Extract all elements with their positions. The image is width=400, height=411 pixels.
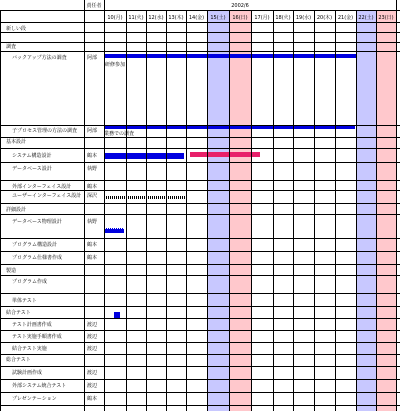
assignee-cell: 阿部 [87, 55, 98, 61]
day-header: 17(月) [254, 15, 270, 21]
task-label: バックアップ方法の調査 [12, 55, 67, 61]
section-label: 詳細設計 [6, 207, 27, 213]
assignee-cell: 阿部 [87, 128, 98, 134]
assignee-cell: 渡辺 [87, 383, 98, 389]
grid-line [0, 214, 400, 215]
day-header: 16(日) [232, 15, 248, 21]
grid-line [166, 10, 167, 411]
task-label: プログラム構造設計 [12, 242, 57, 248]
grid-line [0, 238, 400, 239]
day-header: 19(水) [295, 15, 312, 21]
assignee-header: 責任者 [86, 3, 102, 9]
section-label: 基本設計 [6, 139, 27, 145]
grid-line [335, 10, 336, 411]
weekend-sat-column [207, 10, 229, 411]
grid-line [146, 10, 147, 411]
grid-line [0, 366, 400, 367]
grid-line [251, 10, 252, 411]
assignee-cell: 渡辺 [87, 370, 98, 376]
grid-line [0, 342, 400, 343]
weekend-sat-column-2 [356, 10, 376, 411]
section-label: 製造 [6, 268, 17, 274]
grid-line [0, 125, 400, 126]
task-label: システム構造設計 [12, 153, 52, 159]
grid-line [0, 405, 400, 406]
task-label: 単体テスト [12, 298, 37, 304]
grid-line [314, 10, 315, 411]
section-label: 調査 [6, 44, 17, 50]
assignee-cell: 渡辺 [87, 334, 98, 340]
grid-line [0, 293, 400, 294]
grid-line [0, 251, 400, 252]
grid-line [0, 137, 400, 138]
day-header: 15(土) [210, 15, 226, 21]
grid-line [376, 10, 377, 411]
day-header: 11(火) [128, 15, 144, 21]
day-header: 10(月) [107, 15, 123, 21]
grid-line [356, 10, 357, 411]
day-header: 21(金) [337, 15, 354, 21]
grid-line [0, 42, 400, 43]
day-header: 14(金) [188, 15, 205, 21]
grid-line [0, 32, 400, 33]
grid-line [207, 10, 208, 411]
task-label: プログラム作成 [12, 279, 47, 285]
grid-line [0, 392, 400, 393]
task-bar-ui[interactable] [104, 196, 186, 199]
assignee-cell: 執野 [87, 166, 98, 172]
grid-line [273, 10, 274, 411]
month-header: 2002/6 [231, 3, 249, 9]
bar-note: 研修参加 [105, 62, 126, 68]
grid-line [126, 10, 127, 411]
task-label: データベース設計 [12, 166, 52, 172]
assignee-cell: 深沢 [87, 193, 98, 199]
grid-line [186, 10, 187, 411]
assignee-cell: 鶴本 [87, 396, 98, 402]
task-bar-structure-2[interactable] [190, 152, 260, 157]
section-label: 総合テスト [6, 357, 31, 363]
grid-line [0, 318, 400, 319]
day-header: 22(土) [358, 15, 374, 21]
grid-line [229, 10, 230, 411]
task-label: 結合テスト実施 [12, 346, 47, 352]
weekend-sun-column [229, 10, 251, 411]
grid-line [0, 203, 400, 204]
grid-line [0, 162, 400, 163]
assignee-cell: 鶴本 [87, 255, 98, 261]
task-label: データベース物理設計 [12, 219, 62, 225]
grid-line [396, 0, 397, 411]
row-label: 新しい段 [6, 26, 27, 32]
day-header: 20(木) [316, 15, 333, 21]
assignee-cell: 鶴本 [87, 242, 98, 248]
grid-line [0, 306, 400, 307]
assignee-cell: 執野 [87, 219, 98, 225]
day-header: 12(水) [148, 15, 164, 21]
task-label: プログラム仕様書作成 [12, 255, 62, 261]
grid-line [0, 180, 400, 181]
task-label: 外部システム統合テスト [12, 383, 67, 389]
task-label: テスト計画書作成 [12, 322, 52, 328]
grid-line [0, 330, 400, 331]
task-label: プレゼンテーション [12, 396, 57, 402]
task-label: 子プロセス管理の方法の調査 [12, 128, 78, 134]
grid-line [0, 379, 400, 380]
grid-line [0, 190, 400, 191]
task-label: 試験計画作成 [12, 370, 43, 376]
day-header: 23(日) [378, 15, 394, 21]
grid-line [84, 0, 85, 411]
bar-note: 業務での調査 [104, 131, 135, 137]
task-label: テスト実施手順書作成 [12, 334, 62, 340]
grid-line [0, 22, 400, 23]
weekend-sun-column-2 [376, 10, 396, 411]
assignee-cell: 鶴本 [87, 153, 98, 159]
task-bar-structure[interactable] [104, 153, 184, 159]
grid-line [0, 264, 400, 265]
grid-line [0, 10, 400, 11]
task-label: 外部インターフェイス設計 [12, 184, 72, 190]
grid-line [0, 148, 400, 149]
grid-line [0, 10, 1, 411]
assignee-cell: 渡辺 [87, 346, 98, 352]
section-label: 結合テスト [6, 310, 31, 316]
assignee-cell: 渡辺 [87, 322, 98, 328]
task-label: ユーザーインターフェイス設計 [12, 193, 82, 199]
assignee-cell: 鶴本 [87, 184, 98, 190]
grid-line [0, 275, 400, 276]
grid-line [293, 10, 294, 411]
task-bar-db-physical[interactable] [104, 228, 124, 233]
task-bar-backup[interactable] [105, 54, 356, 58]
grid-line [104, 0, 105, 411]
day-header: 18(火) [275, 15, 291, 21]
day-header: 13(木) [168, 15, 184, 21]
grid-line [0, 51, 400, 52]
grid-line [0, 354, 400, 355]
